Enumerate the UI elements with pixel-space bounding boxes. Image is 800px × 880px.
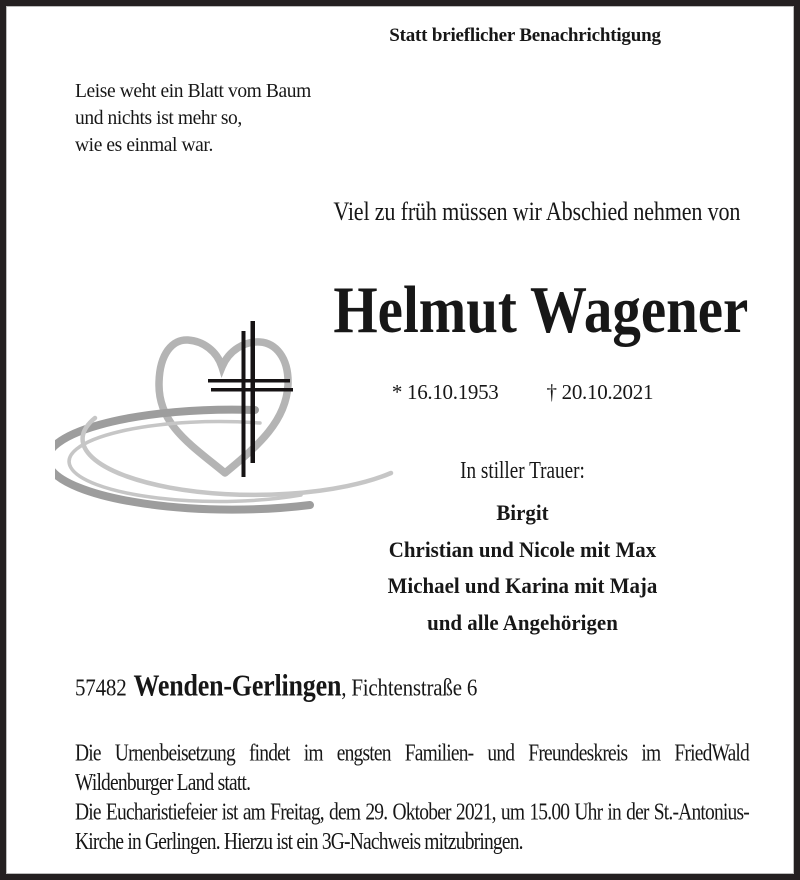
- deceased-name: Helmut Wagener: [333, 273, 749, 347]
- address-zip: 57482: [75, 672, 127, 702]
- poem-line: Leise weht ein Blatt vom Baum: [75, 81, 311, 102]
- birth-date: * 16.10.1953: [391, 380, 499, 404]
- farewell-intro-text: Viel zu früh müssen wir Abschied nehmen von: [333, 197, 741, 226]
- poem-line: und nichts ist mehr so,: [75, 108, 242, 129]
- address-city: Wenden-Gerlingen: [133, 668, 342, 703]
- address-street: , Fichtenstraße 6: [341, 672, 478, 702]
- mourner-line: Christian und Nicole mit Max: [388, 536, 657, 562]
- preamble-text: Statt brieflicher Benachrichtigung: [389, 25, 661, 46]
- life-dates: [300, 380, 745, 405]
- death-date: † 20.10.2021: [546, 380, 654, 404]
- service-info-paragraph: Die Eucharistiefeier ist am Freitag, dem 29. Oktober 2021, um 15.00 Uhr in der St.-Antonius-Kirche in Gerlingen. Hierzu ist ein 3G-Nachweis mitzubringen.: [75, 800, 749, 855]
- mourner-line: Birgit: [496, 500, 549, 525]
- address-line: [75, 667, 477, 704]
- mourners-list: [316, 495, 730, 641]
- mourning-label: In stiller Trauer:: [460, 458, 585, 484]
- poem-block: [75, 78, 311, 159]
- mourner-line: Michael und Karina mit Maja: [387, 573, 658, 598]
- cross-icon: [208, 321, 293, 477]
- poem-line: wie es einmal war.: [75, 135, 213, 156]
- burial-info-paragraph: Die Urnenbeisetzung findet im engsten Familien- und Freundeskreis im FriedWald Wildenburger Land statt.: [75, 741, 749, 796]
- mourner-line: und alle Angehörigen: [427, 609, 618, 635]
